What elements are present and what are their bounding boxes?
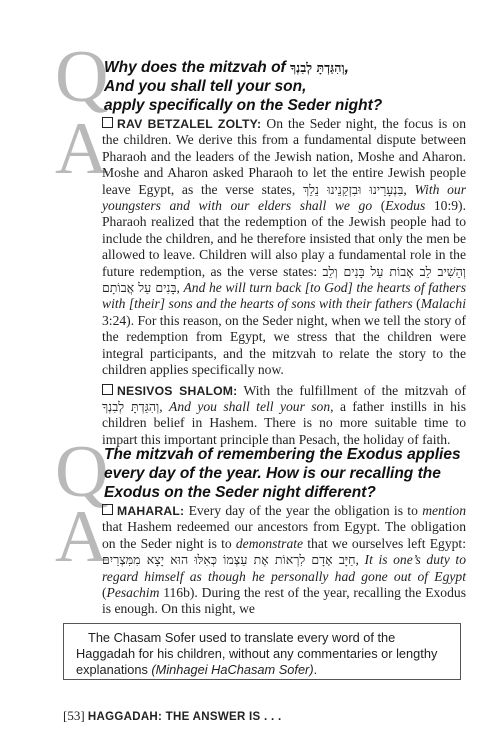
q1-hebrew: וְהִגַּדְתָּ לְבִנְךָ xyxy=(290,60,345,75)
q1-line1-text: Why does the mitzvah of xyxy=(104,59,291,76)
verse-translation: And he will turn back [to God] the hearts of fathers with [their] sons and the hearts of sons with their fathers xyxy=(102,280,467,312)
sidebar-note xyxy=(63,623,461,680)
sidebar-source: (Minhagei HaChasam Sofer) xyxy=(151,662,314,677)
author-name: NESIVOS SHALOM: xyxy=(117,383,238,398)
text-run: ( xyxy=(372,198,386,214)
hebrew-verse: בִּנְעָרֵינוּ וּבִזְקֵנֵינוּ נֵלֵךְ xyxy=(302,181,404,197)
author-name: MAHARAL: xyxy=(117,504,185,518)
a2-paragraph-maharal xyxy=(102,503,466,618)
verse-translation: With our youngsters and with our elders shall we go xyxy=(102,181,466,214)
verse-translation: And you shall tell your son xyxy=(169,398,331,414)
text-run: 116b). During the rest of the year, recalling the Exodus is enough. On this night, we xyxy=(102,585,466,617)
sidebar-text: The Chasam Sofer used to translate every word of the Haggadah for his children, without any commentaries or lengthy explanations xyxy=(76,630,438,677)
q2-drop-letter: Q xyxy=(55,431,109,513)
text-run: Every day of the year the obligation is to xyxy=(184,503,423,518)
verse-translation: It is one’s duty to regard himself as though he personally had gone out of Egypt xyxy=(102,552,466,584)
emphasis: mention xyxy=(422,503,466,518)
text-run: that Hashem redeemed our ancestors from Egypt. The obligation on the Seder night is to xyxy=(102,519,466,551)
q2-line2: every day of the year. How is our recalling the xyxy=(104,465,441,482)
checkbox-square-icon xyxy=(102,117,113,128)
hebrew-verse: וְהִגַּדְתָּ לְבִנְךָ xyxy=(102,398,160,414)
author-name: RAV BETZALEL ZOLTY: xyxy=(117,117,262,131)
text-run: , xyxy=(159,398,170,414)
text-run: ( xyxy=(412,296,421,312)
emphasis: demonstrate xyxy=(235,535,304,551)
a2-body xyxy=(102,503,466,618)
page-number: [53] xyxy=(63,708,85,723)
q1-drop-letter: Q xyxy=(55,36,109,118)
q2-heading xyxy=(104,445,484,502)
q1-line3: apply specifically on the Seder night? xyxy=(104,97,383,114)
hebrew-verse: וְהֵשִׁיב לֵב אָבוֹת עַל בָּנִים וְלֵב בָּנִים עַל אֲבוֹתָם xyxy=(102,263,466,296)
a1-paragraph-zolty xyxy=(102,116,466,379)
text-run: 3:24). For this reason, on the Seder night, when we tell the story of the redemption from Egypt, we stress that the children were integral participants, and the mitzvah to relate the story to the children applies specifically now. xyxy=(102,312,466,378)
text-run: With the fulfillment of the mitzvah of xyxy=(237,382,467,398)
text-run: that we ourselves left Egypt: xyxy=(303,535,466,551)
q1-heading xyxy=(104,58,464,115)
a2-drop-letter: A xyxy=(55,496,109,578)
source-book: Pesachim xyxy=(106,585,160,601)
text-run: ( xyxy=(102,585,107,601)
text-run: , xyxy=(355,552,365,568)
running-title: HAGGADAH: THE ANSWER IS . . . xyxy=(87,711,282,723)
source-book: Exodus xyxy=(385,198,426,214)
text-run: , a father instills in his children belief in Hashem. There is no more suitable time to impart this important principle than Pesach, the holiday of faith. xyxy=(102,398,466,447)
a1-paragraph-nesivos xyxy=(102,383,466,449)
sidebar-end: . xyxy=(313,662,318,677)
a1-body xyxy=(102,116,466,448)
hebrew-verse: חַיָּב אָדָם לִרְאוֹת אֶת עַצְמוֹ כְּאִלּוּ הוּא יָצָא מִמִּצְרַיִם xyxy=(102,552,356,568)
text-run: , xyxy=(176,280,184,296)
page-footer xyxy=(63,708,281,724)
q1-line2: And you shall tell your son, xyxy=(104,78,307,95)
checkbox-square-icon xyxy=(102,384,113,395)
q2-line3: Exodus on the Seder night different? xyxy=(104,484,376,501)
source-book: Malachi xyxy=(420,296,466,312)
a1-drop-letter: A xyxy=(55,108,109,190)
text-run: 10:9). Pharaoh realized that the redemption of the Jewish people had to include the children, and he therefore insisted that only the men be allowed to leave. Children will also play a fundamental role in the future redemption, as the verse states: xyxy=(102,198,466,279)
text-run: On the Seder night, the focus is on the children. We derive this from a fundamental dispute between Pharaoh and the leaders of the Jewish nation, Moshe and Aharon. Moshe and Aharon asked Pharaoh to let the entire Jewish people leave Egypt, as the verse states, xyxy=(102,116,466,197)
q2-line1: The mitzvah of remembering the Exodus applies xyxy=(104,446,461,463)
checkbox-square-icon xyxy=(102,504,113,515)
q1-comma: , xyxy=(344,59,349,76)
text-run: , xyxy=(403,181,415,197)
